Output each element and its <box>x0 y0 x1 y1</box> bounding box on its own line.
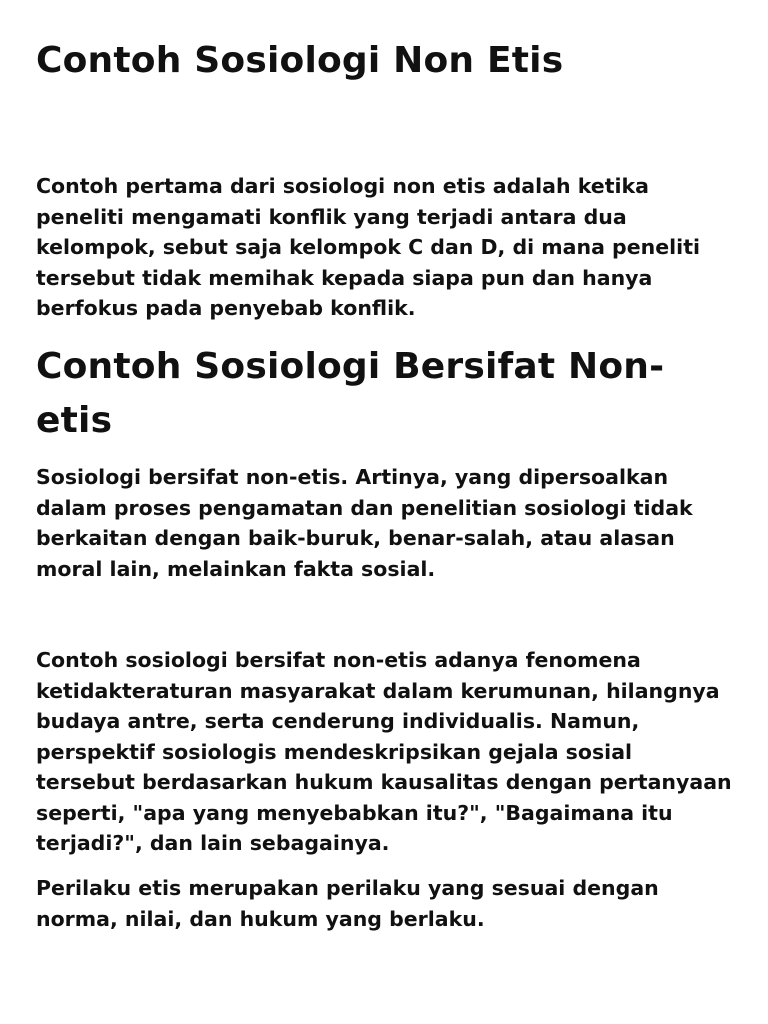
paragraph-definition: Sosiologi bersifat non-etis. Artinya, yang dipersoalkan dalam proses pengamatan dan penelitian sosiologi tidak berkaitan dengan baik-buruk, benar-salah, atau alasan moral lain, melainkan fakta sosial. <box>36 465 693 581</box>
paragraph-example-phenomena: Contoh sosiologi bersifat non-etis adanya fenomena ketidakteraturan masyarakat dalam kerumunan, hilangnya budaya antre, serta cenderung individualis. Namun, perspektif sosiologis mendeskripsikan gejala sosial tersebut berdasarkan hukum kausalitas dengan pertanyaan seperti, "apa yang menyebabkan itu?", "Bagaimana itu terjadi?", dan lain sebagainya. <box>36 648 732 855</box>
heading-non-etis: Contoh Sosiologi Non Etis <box>36 40 564 81</box>
paragraph-example-conflict: Contoh pertama dari sosiologi non etis adalah ketika peneliti mengamati konflik yang terjadi antara dua kelompok, sebut saja kelompok C dan D, di mana peneliti tersebut tidak memihak kepada siapa pun dan hanya berfokus pada penyebab konflik. <box>36 174 701 320</box>
paragraph-ethical-behavior: Perilaku etis merupakan perilaku yang sesuai dengan norma, nilai, dan hukum yang berlaku. <box>36 876 659 931</box>
heading-bersifat-non-etis: Contoh Sosiologi Bersifat Non-etis <box>36 346 665 441</box>
